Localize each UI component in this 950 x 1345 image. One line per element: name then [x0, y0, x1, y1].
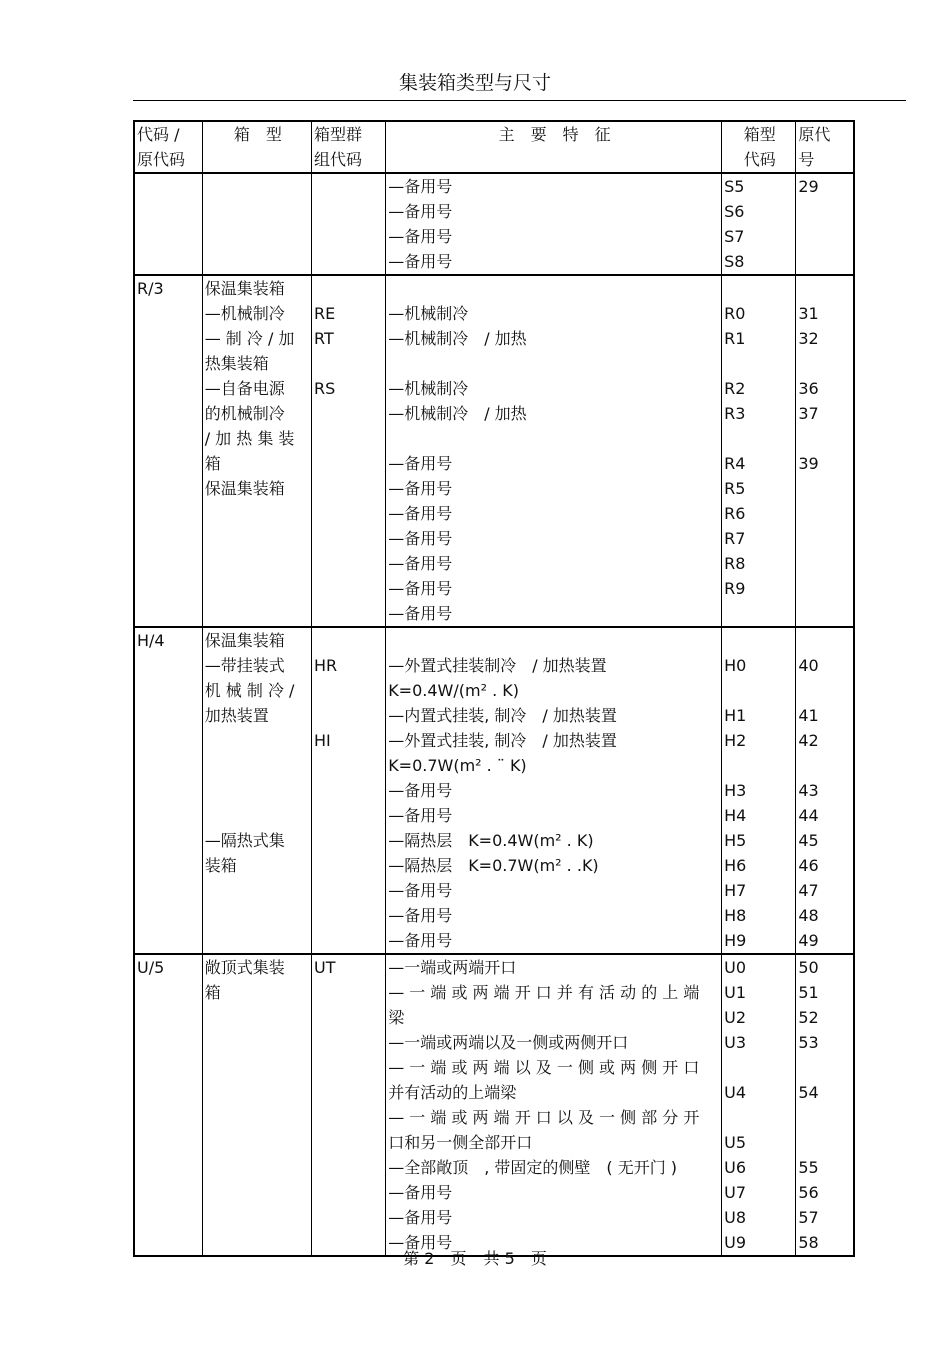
- type-cell: [202, 627, 311, 954]
- old-code-line: 52: [798, 1008, 819, 1027]
- features-cell: [386, 627, 722, 954]
- type-code-line: U0: [724, 958, 746, 977]
- old-code-line: 47: [798, 881, 819, 900]
- table-group: [134, 173, 854, 275]
- type-line: — 制 冷 / 加: [204, 329, 295, 348]
- feature-line: —备用号: [388, 1208, 453, 1227]
- type-code-line: H8: [724, 906, 747, 925]
- type-code-line: [724, 351, 795, 376]
- old-code-line: [798, 276, 853, 301]
- feature-line: — 一 端 或 两 端 开 口 以 及 一 侧 部 分 开: [388, 1108, 700, 1127]
- type-code-line: U5: [724, 1133, 746, 1152]
- type-code-line: S8: [724, 252, 745, 271]
- feature-line: —备用号: [388, 454, 453, 473]
- table-row: [134, 275, 854, 627]
- type-cell: [202, 275, 311, 627]
- old-code-line: 32: [798, 329, 819, 348]
- type-code-line: U8: [724, 1208, 746, 1227]
- group-code-line: RS: [313, 379, 336, 398]
- old-code-line: 31: [798, 304, 819, 323]
- old-code-line: 56: [798, 1183, 819, 1202]
- type-code-cell: [722, 954, 796, 1256]
- feature-line: —备用号: [388, 906, 453, 925]
- type-code-line: R6: [724, 504, 746, 523]
- code-cell: [134, 954, 202, 1256]
- old-code-line: [798, 628, 853, 653]
- code-line: H/4: [137, 631, 165, 650]
- group-code-line: HR: [313, 656, 338, 675]
- feature-line: —备用号: [388, 554, 453, 573]
- group-code-line: [314, 476, 385, 501]
- old-code-line: 49: [798, 931, 819, 950]
- old-code-line: 50: [798, 958, 819, 977]
- code-line: U/5: [137, 958, 165, 977]
- old-code-line: [798, 1105, 853, 1130]
- header-label: 箱 型: [233, 125, 282, 144]
- feature-line: —一端或两端开口: [388, 958, 517, 977]
- type-line: 热集装箱: [204, 354, 269, 373]
- container-type-table: [133, 120, 855, 1257]
- header-features: [386, 121, 722, 173]
- header-label: 号: [798, 150, 815, 169]
- type-code-line: [724, 753, 795, 778]
- type-line: —隔热式集: [204, 831, 285, 850]
- type-code-line: R8: [724, 554, 746, 573]
- header-label: 代码: [743, 150, 776, 169]
- group-code-cell: [311, 275, 385, 627]
- code-line: R/3: [137, 279, 164, 298]
- code-cell: [134, 275, 202, 627]
- type-line: 机 械 制 冷 /: [204, 681, 295, 700]
- group-code-line: RT: [313, 329, 334, 348]
- old-code-line: [798, 476, 853, 501]
- feature-line: —外置式挂装制冷 / 加热装置: [388, 656, 607, 675]
- header-label: 箱型: [743, 125, 776, 144]
- feature-line: —备用号: [388, 781, 453, 800]
- old-code-cell: [796, 954, 854, 1256]
- feature-line: —备用号: [388, 227, 453, 246]
- feature-line: — 一 端 或 两 端 开 口 并 有 活 动 的 上 端: [388, 983, 700, 1002]
- type-code-line: H5: [724, 831, 747, 850]
- type-code-line: H6: [724, 856, 747, 875]
- old-code-line: 40: [798, 656, 819, 675]
- feature-line: —备用号: [388, 202, 453, 221]
- feature-line: —隔热层 K=0.7W(m² . .K): [388, 856, 599, 875]
- group-code-line: [314, 628, 385, 653]
- feature-line: 口和另一侧全部开口: [388, 1133, 533, 1152]
- group-code-line: [314, 451, 385, 476]
- type-code-line: R7: [724, 529, 746, 548]
- type-code-line: [724, 678, 795, 703]
- old-code-line: 44: [798, 806, 819, 825]
- feature-line: —备用号: [388, 1233, 453, 1252]
- type-code-line: R4: [724, 454, 746, 473]
- page-title: 集装箱类型与尺寸: [398, 72, 551, 94]
- old-code-line: 37: [798, 404, 819, 423]
- feature-line: K=0.7W(m² . ¨ K): [388, 756, 527, 775]
- feature-line: —全部敞顶 , 带固定的侧壁 ( 无开门 ): [388, 1158, 678, 1177]
- type-line: —机械制冷: [204, 304, 285, 323]
- type-code-line: R3: [724, 404, 746, 423]
- feature-line: —机械制冷: [388, 304, 469, 323]
- feature-line: [388, 351, 721, 376]
- feature-line: —机械制冷 / 加热: [388, 329, 527, 348]
- feature-line: —隔热层 K=0.4W(m² . K): [388, 831, 594, 850]
- feature-line: —备用号: [388, 604, 453, 623]
- features-cell: [386, 275, 722, 627]
- type-code-line: H7: [724, 881, 747, 900]
- feature-line: 梁: [388, 1008, 405, 1027]
- old-code-line: [798, 551, 853, 576]
- group-code-line: [314, 351, 385, 376]
- type-code-line: H3: [724, 781, 747, 800]
- header-label: 代码 /: [137, 125, 180, 144]
- old-code-line: 42: [798, 731, 819, 750]
- group-code-cell: [311, 627, 385, 954]
- code-cell: [134, 173, 202, 275]
- type-code-cell: [722, 173, 796, 275]
- feature-line: —备用号: [388, 806, 453, 825]
- header-type: [202, 121, 311, 173]
- group-code-line: HI: [313, 731, 331, 750]
- type-line: / 加 热 集 装: [204, 429, 295, 448]
- features-cell: [386, 173, 722, 275]
- header-label: 箱型群: [313, 125, 362, 144]
- page-header: [0, 68, 950, 95]
- table-group: [134, 954, 854, 1256]
- type-line: 装箱: [204, 856, 237, 875]
- type-line: 保温集装箱: [204, 279, 285, 298]
- code-cell: [134, 627, 202, 954]
- type-code-line: U1: [724, 983, 746, 1002]
- type-code-line: R9: [724, 579, 746, 598]
- type-line: 敞顶式集装: [204, 958, 285, 977]
- group-code-cell: [311, 173, 385, 275]
- header-rule: [133, 100, 906, 101]
- type-code-line: H4: [724, 806, 747, 825]
- header-group-code: [311, 121, 385, 173]
- old-code-line: 53: [798, 1033, 819, 1052]
- type-code-line: H0: [724, 656, 747, 675]
- table-row: [134, 627, 854, 954]
- old-code-line: [798, 576, 853, 601]
- type-code-line: [724, 1055, 795, 1080]
- feature-line: [388, 628, 721, 653]
- type-line: [205, 526, 311, 551]
- type-code-line: U6: [724, 1158, 746, 1177]
- type-code-line: S5: [724, 177, 745, 196]
- type-cell: [202, 954, 311, 1256]
- type-code-line: U7: [724, 1183, 746, 1202]
- type-code-line: R5: [724, 479, 746, 498]
- group-code-line: [314, 401, 385, 426]
- group-code-cell: [311, 954, 385, 1256]
- type-line: [205, 753, 311, 778]
- feature-line: —备用号: [388, 252, 453, 271]
- feature-line: —备用号: [388, 504, 453, 523]
- type-code-cell: [722, 275, 796, 627]
- feature-line: —机械制冷 / 加热: [388, 404, 527, 423]
- type-code-line: R0: [724, 304, 746, 323]
- old-code-cell: [796, 627, 854, 954]
- group-code-line: [314, 501, 385, 526]
- old-code-line: [798, 1130, 853, 1155]
- old-code-line: 57: [798, 1208, 819, 1227]
- type-line: —带挂装式: [204, 656, 285, 675]
- type-line: 保温集装箱: [204, 479, 285, 498]
- table-row: [134, 173, 854, 275]
- old-code-line: 54: [798, 1083, 819, 1102]
- header-label: 组代码: [313, 150, 362, 169]
- header-label: 主 要 特 征: [498, 125, 611, 144]
- type-code-line: U2: [724, 1008, 746, 1027]
- old-code-line: [798, 199, 853, 224]
- type-code-line: [724, 1105, 795, 1130]
- table-row: [134, 954, 854, 1256]
- feature-line: —备用号: [388, 177, 453, 196]
- old-code-cell: [796, 275, 854, 627]
- old-code-line: [798, 678, 853, 703]
- feature-line: —一端或两端以及一侧或两侧开口: [388, 1033, 629, 1052]
- table-group: [134, 275, 854, 627]
- type-line: 箱: [204, 454, 221, 473]
- type-code-line: [724, 426, 795, 451]
- old-code-line: 58: [798, 1233, 819, 1252]
- header-type-code: [722, 121, 796, 173]
- type-code-line: U3: [724, 1033, 746, 1052]
- type-code-line: H1: [724, 706, 747, 725]
- group-code-line: [314, 678, 385, 703]
- old-code-line: 48: [798, 906, 819, 925]
- old-code-line: 45: [798, 831, 819, 850]
- group-code-line: [314, 526, 385, 551]
- old-code-cell: [796, 173, 854, 275]
- group-code-line: RE: [313, 304, 336, 323]
- group-code-line: UT: [313, 958, 336, 977]
- old-code-line: 39: [798, 454, 819, 473]
- header-label: 原代码: [137, 150, 186, 169]
- feature-line: —备用号: [388, 881, 453, 900]
- feature-line: — 一 端 或 两 端 以 及 一 侧 或 两 侧 开 口: [388, 1058, 700, 1077]
- old-code-line: 51: [798, 983, 819, 1002]
- type-line: —自备电源: [204, 379, 285, 398]
- page-footer: [0, 1246, 950, 1269]
- type-code-line: R1: [724, 329, 746, 348]
- type-line: 保温集装箱: [204, 631, 285, 650]
- group-code-line: [314, 703, 385, 728]
- type-code-line: S6: [724, 202, 745, 221]
- table-group: [134, 627, 854, 954]
- type-code-line: S7: [724, 227, 745, 246]
- type-code-line: [724, 628, 795, 653]
- feature-line: —备用号: [388, 931, 453, 950]
- feature-line: —备用号: [388, 529, 453, 548]
- old-code-line: 46: [798, 856, 819, 875]
- feature-line: —备用号: [388, 479, 453, 498]
- header-old-code: [796, 121, 854, 173]
- old-code-line: [798, 526, 853, 551]
- old-code-line: [798, 501, 853, 526]
- old-code-line: 43: [798, 781, 819, 800]
- header-code: [134, 121, 202, 173]
- old-code-line: 55: [798, 1158, 819, 1177]
- features-cell: [386, 954, 722, 1256]
- type-line: [205, 728, 311, 753]
- feature-line: —备用号: [388, 579, 453, 598]
- type-line: 的机械制冷: [204, 404, 285, 423]
- feature-line: K=0.4W/(m² . K): [388, 681, 519, 700]
- type-line: 箱: [204, 983, 221, 1002]
- type-code-line: [724, 276, 795, 301]
- feature-line: —外置式挂装, 制冷 / 加热装置: [388, 731, 617, 750]
- feature-line: —机械制冷: [388, 379, 469, 398]
- old-code-line: [798, 351, 853, 376]
- old-code-line: 36: [798, 379, 819, 398]
- table-header-row: [134, 121, 854, 173]
- type-code-line: H2: [724, 731, 747, 750]
- type-code-cell: [722, 627, 796, 954]
- feature-line: —备用号: [388, 1183, 453, 1202]
- type-code-line: H9: [724, 931, 747, 950]
- type-line: 加热装置: [204, 706, 269, 725]
- old-code-line: [798, 224, 853, 249]
- type-code-line: U4: [724, 1083, 746, 1102]
- old-code-line: [798, 1055, 853, 1080]
- page-total: 共 5 页: [483, 1249, 547, 1268]
- group-code-line: [314, 426, 385, 451]
- feature-line: —内置式挂装, 制冷 / 加热装置: [388, 706, 617, 725]
- old-code-line: 29: [798, 177, 819, 196]
- type-line: [205, 778, 311, 803]
- type-cell: [202, 173, 311, 275]
- old-code-line: [798, 753, 853, 778]
- old-code-line: 41: [798, 706, 819, 725]
- feature-line: [388, 276, 721, 301]
- type-line: [205, 501, 311, 526]
- header-label: 原代: [798, 125, 831, 144]
- group-code-line: [314, 276, 385, 301]
- old-code-line: [798, 426, 853, 451]
- old-code-line: [798, 249, 853, 274]
- type-code-line: U9: [724, 1233, 746, 1252]
- feature-line: 并有活动的上端梁: [388, 1083, 517, 1102]
- type-line: [205, 803, 311, 828]
- page-number: 第 2 页: [403, 1249, 467, 1268]
- feature-line: [388, 426, 721, 451]
- type-code-line: R2: [724, 379, 746, 398]
